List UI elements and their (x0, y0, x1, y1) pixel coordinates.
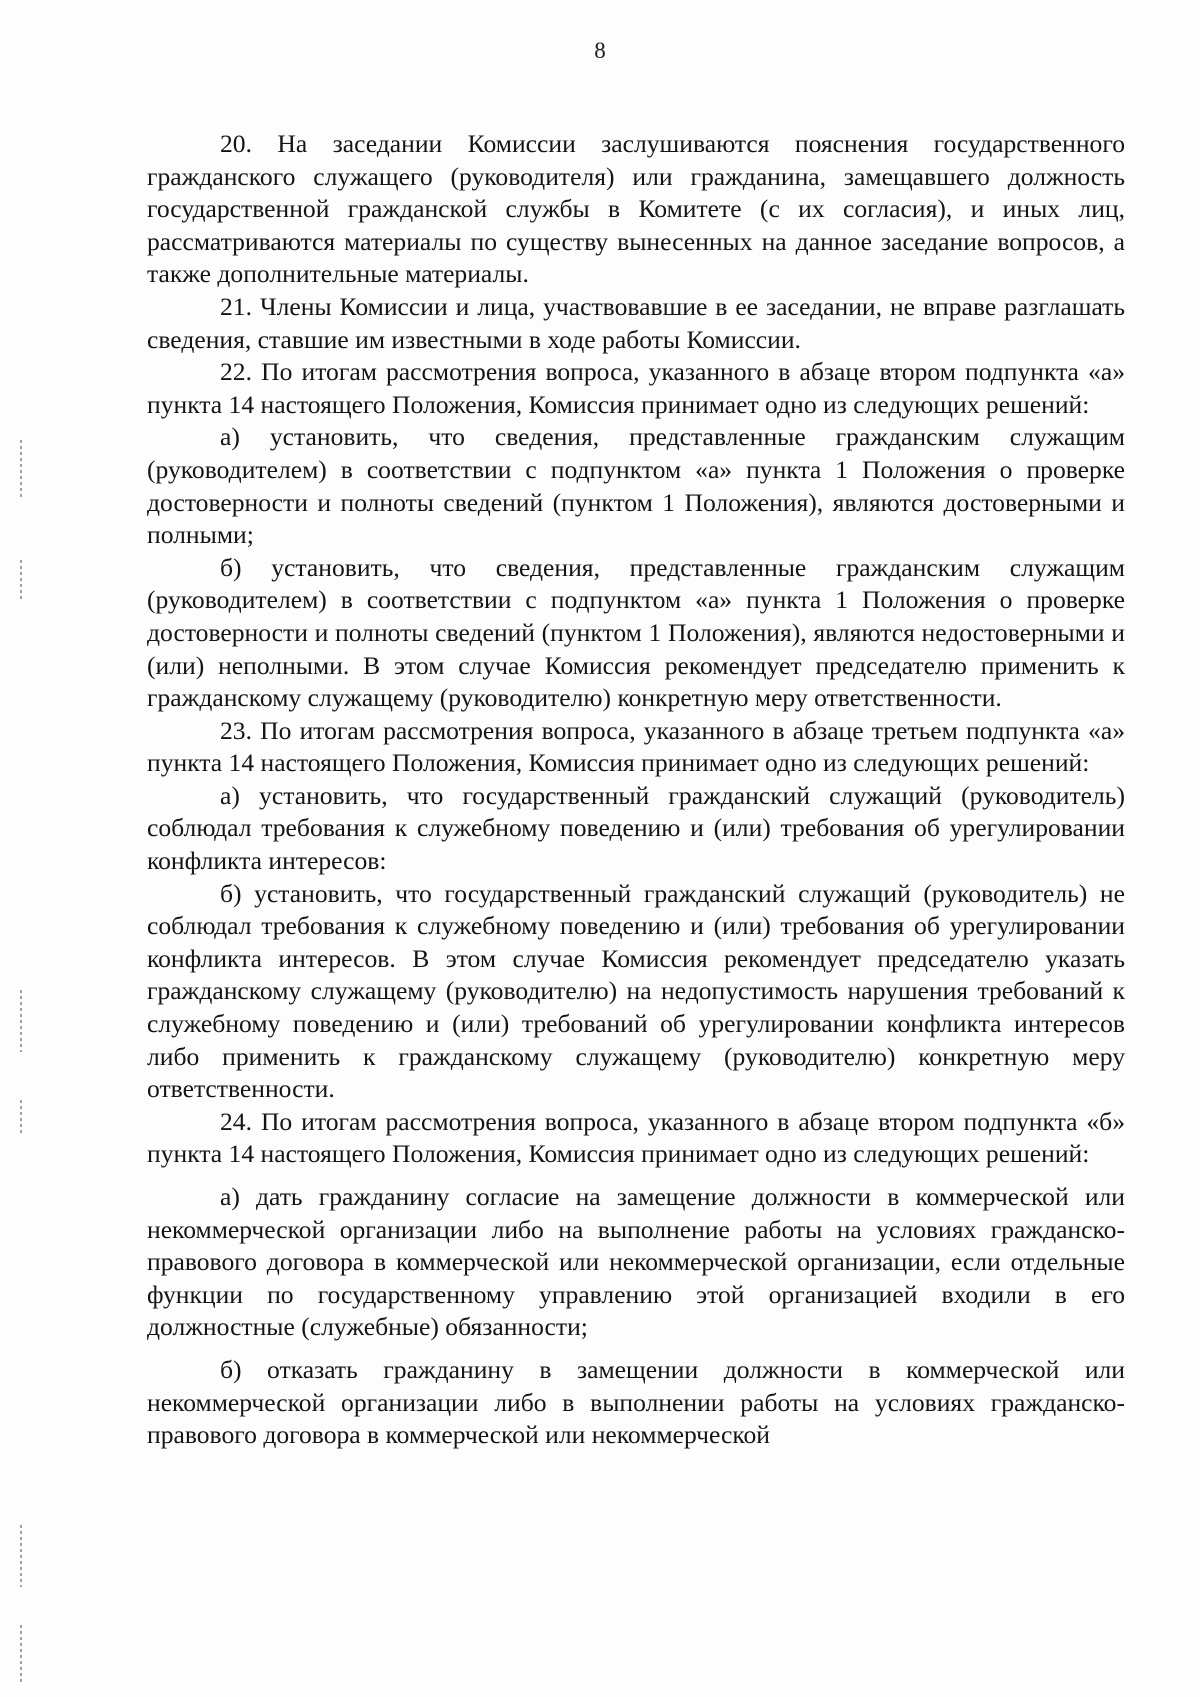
paragraph-21: 21. Члены Комиссии и лица, участвовавшие в ее заседании, не вправе разглашать сведения, ставшие им известными в ходе работы Комиссии. (147, 291, 1125, 354)
scan-artifact-mark (20, 990, 22, 1052)
paragraph-23: 23. По итогам рассмотрения вопроса, указанного в абзаце третьем подпункта «а» пункта 14 настоящего Положения, Комиссия принимает одно из следующих решений: (147, 715, 1125, 778)
paragraph-24-a: а) дать гражданину согласие на замещение должности в коммерческой или некоммерческой организации либо на выполнение работы на условиях гражданско-правового договора в коммерческой или некоммерческой организации, если отдельные функции по государственному управлению этой организацией входили в его должностные (служебные) обязанности; (147, 1182, 1125, 1342)
page-number: 8 (594, 38, 606, 63)
paragraph-22: 22. По итогам рассмотрения вопроса, указанного в абзаце втором подпункта «а» пункта 14 настоящего Положения, Комиссия принимает одно из следующих решений: (147, 357, 1125, 419)
scan-artifact-mark (20, 440, 22, 498)
scan-artifact-mark (20, 1625, 22, 1685)
paragraph-24: 24. По итогам рассмотрения вопроса, указанного в абзаце втором подпункта «б» пункта 14 настоящего Положения, Комиссия принимает одно из следующих решений: (147, 1106, 1125, 1169)
document-body (147, 128, 1125, 1452)
scan-artifact-mark (20, 560, 22, 600)
paragraph-23-b: б) установить, что государственный гражданский служащий (руководитель) не соблюдал требования к служебному поведению и (или) требования об урегулировании конфликта интересов. В этом случае Комиссия рекомендует председателю указать гражданскому служащему (руководителю) на недопустимость нарушения требований к служебному поведению и (или) требований об урегулировании конфликта интересов либо применить к гражданскому служащему (руководителю) конкретную меру ответственности. (147, 878, 1125, 1104)
paragraph-23-a: а) установить, что государственный гражданский служащий (руководитель) соблюдал требования к служебному поведению и (или) требования об урегулировании конфликта интересов: (147, 780, 1125, 876)
paragraph-20: 20. На заседании Комиссии заслушиваются пояснения государственного гражданского служащего (руководителя) или гражданина, замещавшего должность государственной гражданской службы в Комитете (с их согласия), и иных лиц, рассматриваются материалы по существу вынесенных на данное заседание вопросов, а также дополнительные материалы. (147, 129, 1125, 289)
scan-artifact-mark (20, 1525, 22, 1587)
paragraph-24-b: б) отказать гражданину в замещении должности в коммерческой или некоммерческой организации либо в выполнении работы на условиях гражданско-правового договора в коммерческой или некоммерческой (147, 1354, 1125, 1450)
scan-artifact-mark (20, 1100, 22, 1136)
paragraph-22-a: а) установить, что сведения, представленные гражданским служащим (руководителем) в соответствии с подпунктом «а» пункта 1 Положения о проверке достоверности и полноты сведений (пунктом 1 Положения), являются достоверными и полными; (147, 422, 1125, 550)
paragraph-22-b: б) установить, что сведения, представленные гражданским служащим (руководителем) в соответствии с подпунктом «а» пункта 1 Положения о проверке достоверности и полноты сведений (пунктом 1 Положения), являются недостоверными и (или) неполными. В этом случае Комиссия рекомендует председателю применить к гражданскому служащему (руководителю) конкретную меру ответственности. (147, 552, 1125, 713)
